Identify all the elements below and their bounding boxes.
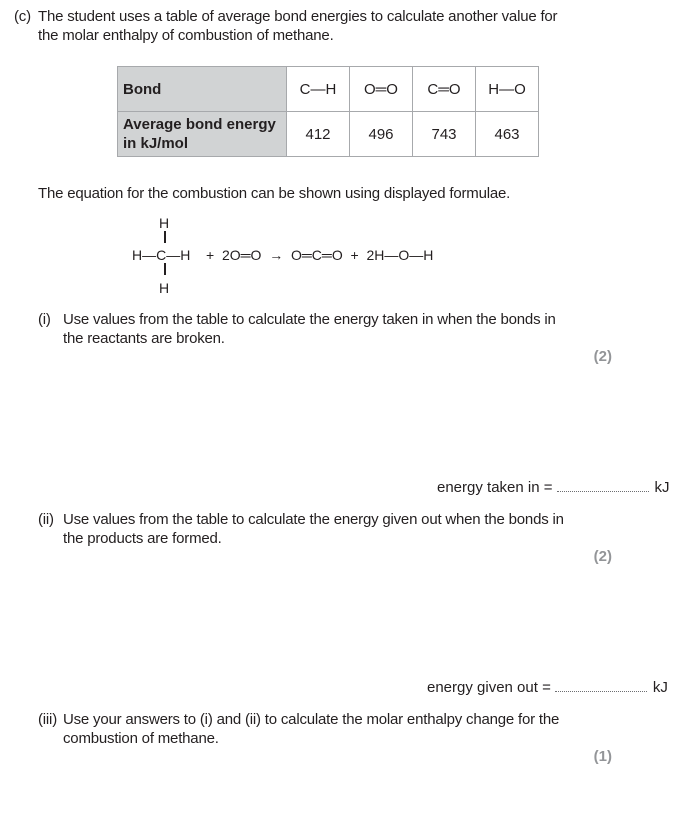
part-iii-marks: (1): [593, 748, 612, 765]
header-text-line2: in kJ/mol: [123, 135, 189, 152]
part-iii-text-line1: Use your answers to (i) and (ii) to calculate the molar enthalpy change for the: [63, 711, 560, 728]
table-cell-energy: 412: [287, 112, 350, 157]
part-i-marks: (2): [593, 348, 612, 365]
bond-energy-table: [117, 66, 539, 157]
table-header-energy: [118, 112, 287, 157]
question-c-text-line2: the molar enthalpy of combustion of methane.: [38, 27, 334, 44]
answer-unit: kJ: [654, 479, 670, 496]
answer-label: energy taken in =: [437, 479, 553, 496]
question-c-text-line1: The student uses a table of average bond energies to calculate another value for: [38, 8, 558, 25]
part-i-answer-row: [437, 479, 670, 496]
part-iii-label: (iii): [38, 711, 57, 728]
bond-line-vertical-bottom: [164, 263, 166, 275]
answer-field[interactable]: [555, 681, 647, 692]
table-cell-bond: O═O: [350, 67, 413, 112]
part-ii-label: (ii): [38, 511, 54, 528]
part-i-label: (i): [38, 311, 51, 328]
header-text-line1: Average bond energy: [123, 116, 276, 133]
answer-field[interactable]: [557, 481, 649, 492]
table-cell-bond: C═O: [413, 67, 476, 112]
equation-rest: + 2O═O → O═C═O + 2H—O—H: [206, 247, 434, 263]
table-row-bond: [118, 67, 539, 112]
part-ii-text-line1: Use values from the table to calculate the energy given out when the bonds in: [63, 511, 564, 528]
methane-bottom-hydrogen: H: [159, 280, 170, 296]
table-cell-bond: C—H: [287, 67, 350, 112]
table-cell-energy: 743: [413, 112, 476, 157]
part-ii-text-line2: the products are formed.: [63, 530, 222, 547]
methane-top-hydrogen: H: [159, 215, 170, 231]
part-ii-marks: (2): [593, 548, 612, 565]
table-header-bond: [118, 67, 287, 112]
question-c-label: (c): [14, 8, 31, 25]
answer-unit: kJ: [652, 679, 668, 696]
table-cell-energy: 463: [476, 112, 539, 157]
table-cell-bond: H—O: [476, 67, 539, 112]
equation-intro: The equation for the combustion can be shown using displayed formulae.: [38, 185, 511, 202]
answer-label: energy given out =: [427, 679, 551, 696]
methane-middle-row: H—C—H: [132, 247, 191, 263]
part-iii-text-line2: combustion of methane.: [63, 730, 219, 747]
part-ii-answer-row: [427, 679, 668, 696]
bond-line-vertical-top: [164, 231, 166, 243]
part-i-text-line2: the reactants are broken.: [63, 330, 225, 347]
header-text: Bond: [123, 80, 162, 98]
table-cell-energy: 496: [350, 112, 413, 157]
table-row-energy: [118, 112, 539, 157]
part-i-text-line1: Use values from the table to calculate the energy taken in when the bonds in: [63, 311, 556, 328]
